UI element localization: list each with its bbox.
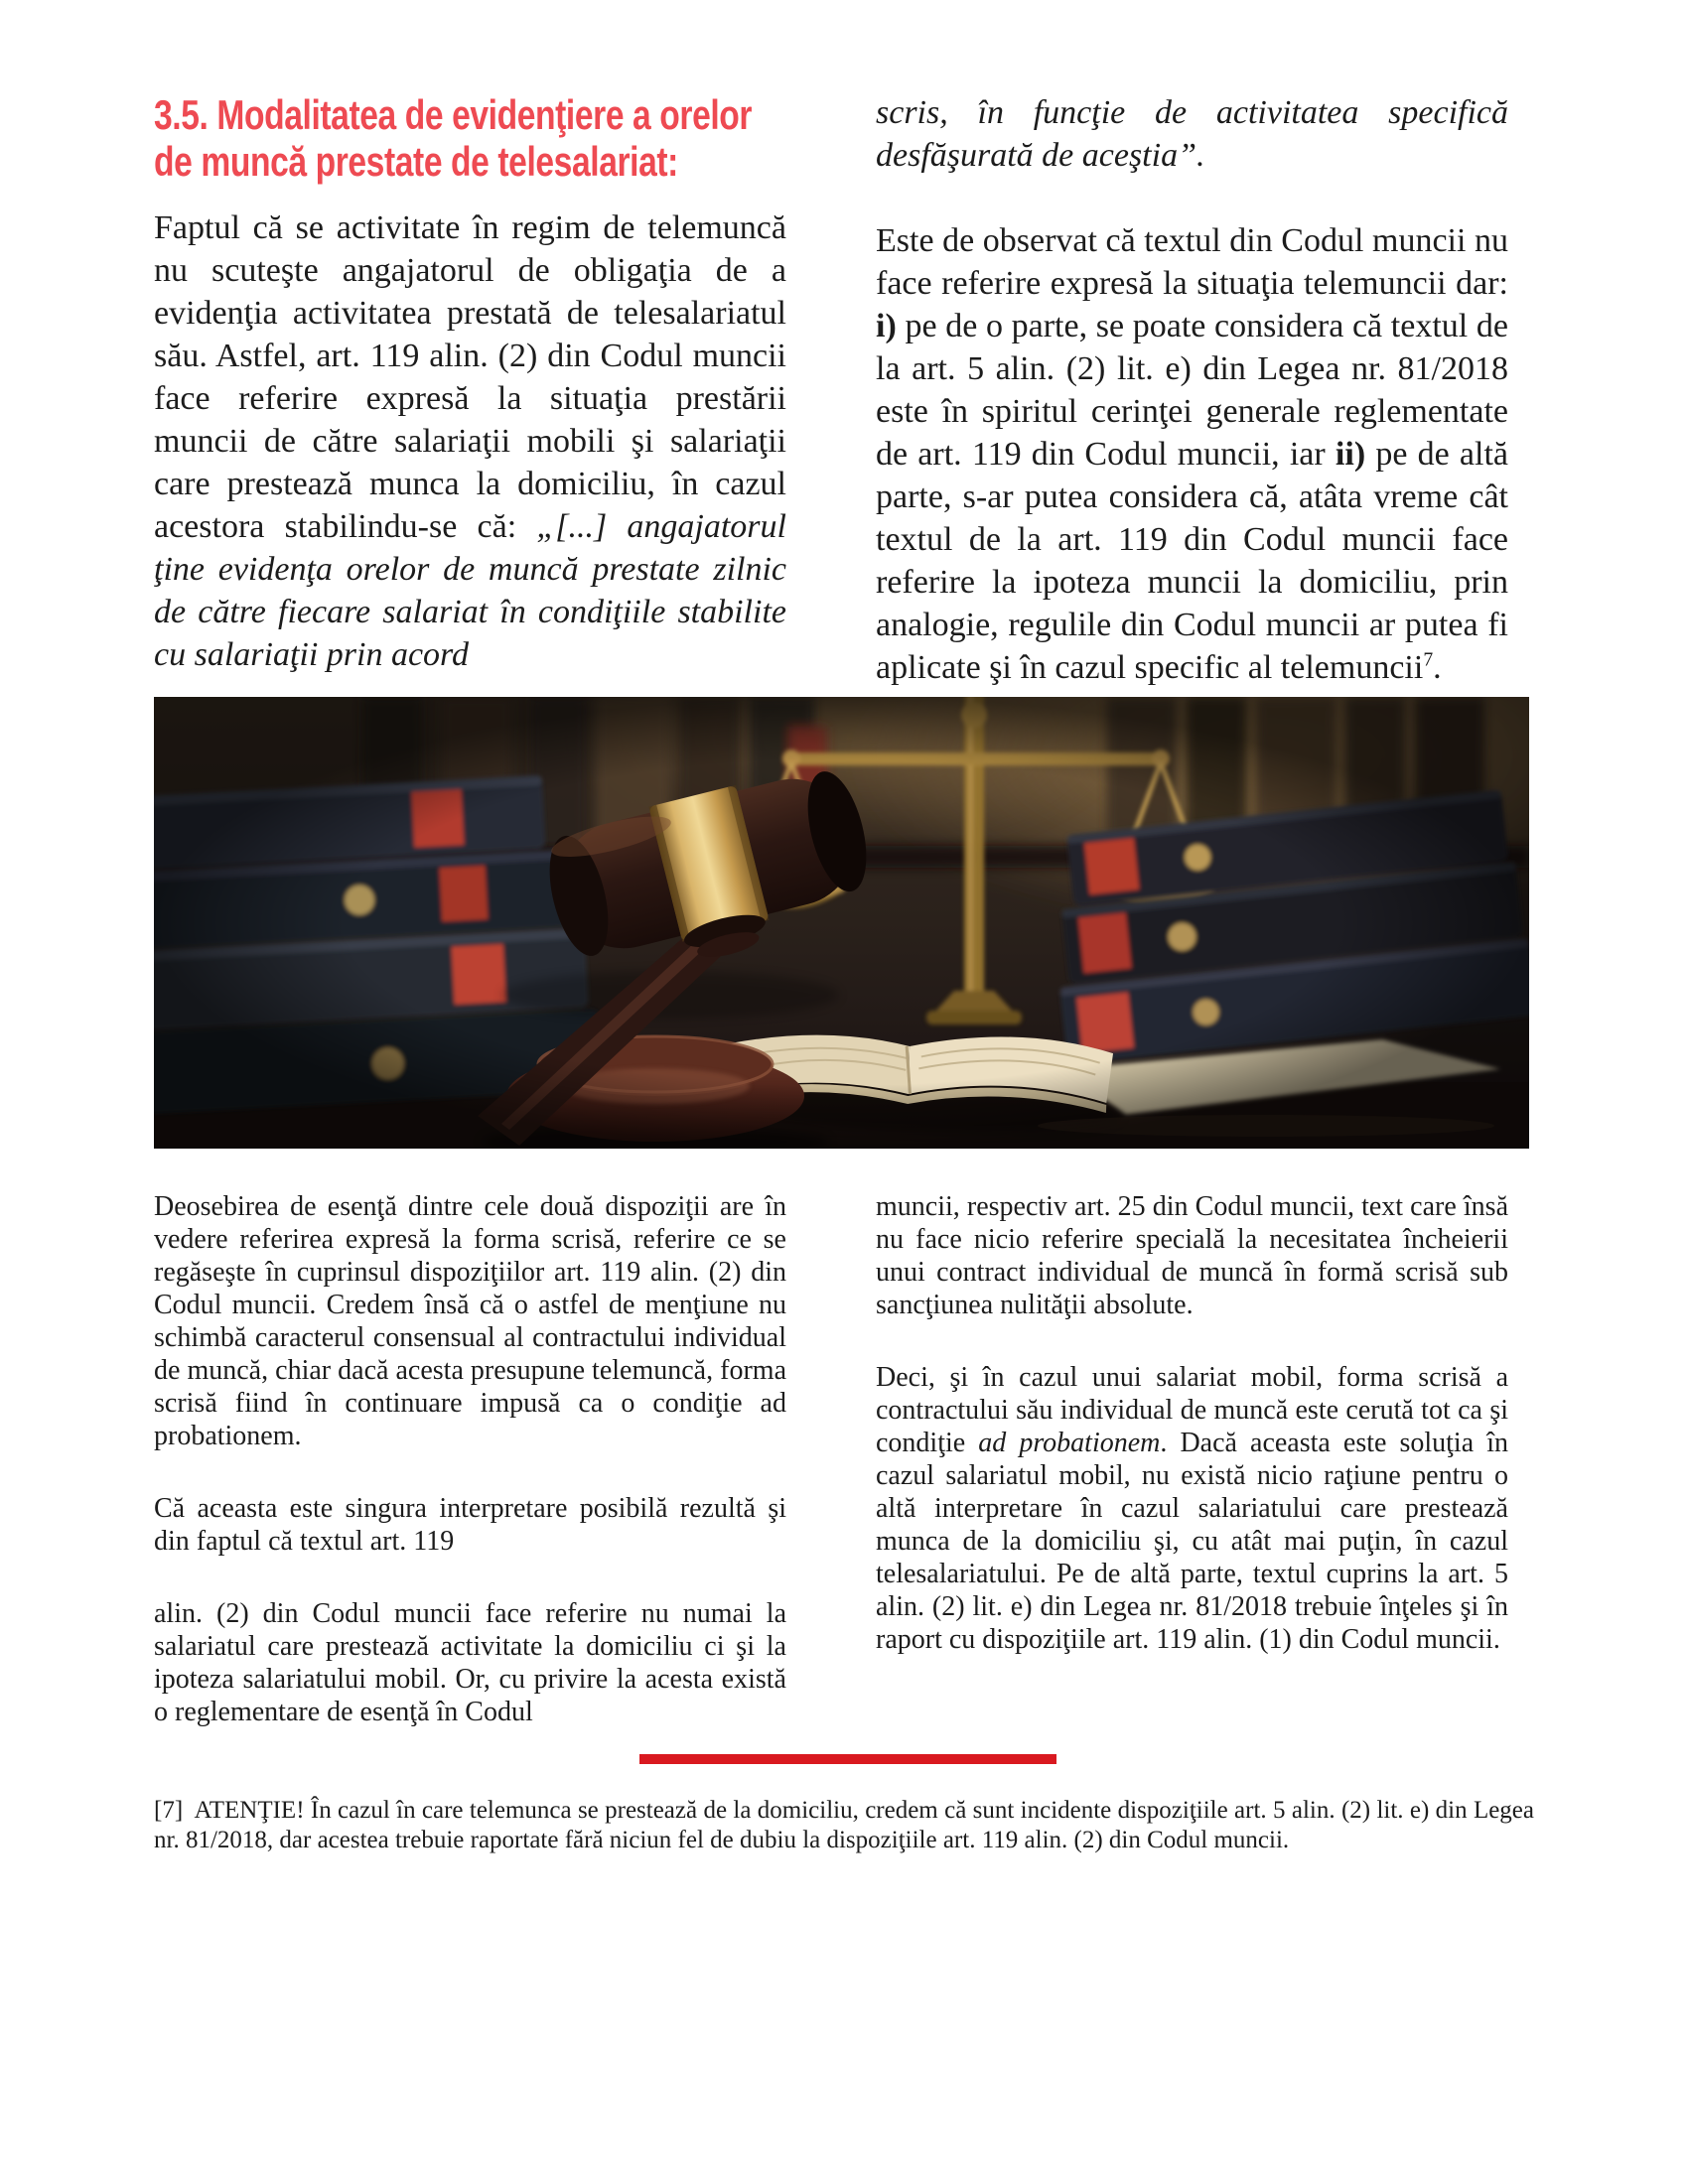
gavel-scales-illustration: [154, 697, 1529, 1149]
upper-right-column: [876, 87, 1508, 689]
upper-left-column: [154, 87, 786, 689]
paragraph-upper-right: Este de observat că textul din Codul muncii nu face referire expresă la situaţia telemuncii dar: i) pe de o parte, se poate considera că textul de la art. 5 alin. (2) lit. e) din Legea nr. 81/2018 este în spiritul cerinţei generale reglementate de art. 119 din Codul muncii, iar ii) pe de altă parte, s-ar putea considera că, atâta vreme cât textul de la art. 119 din Codul muncii face referire la ipoteza muncii la domiciliu, prin analogie, regulile din Codul muncii ar putea fi aplicate şi în cazul specific al telemuncii$^7$.: [876, 222, 1508, 686]
footnote: [154, 1796, 1534, 1855]
lower-right-column: [876, 1190, 1508, 1728]
lower-columns: [154, 1190, 1509, 1728]
upper-columns: [154, 87, 1509, 689]
page-content: [154, 87, 1534, 1855]
paragraph-lower-right-1: muncii, respectiv art. 25 din Codul muncii, text care însă nu face nicio referire specială la necesitatea încheierii unui contract individual de muncă în formă scrisă sub sancţiunea nulităţii absolute.: [876, 1191, 1508, 1320]
paragraph-quote-continuation: scris, în funcţie de activitatea specifică desfăşurată de aceştia”.: [876, 94, 1508, 174]
paragraph-lower-right-2: Deci, şi în cazul unui salariat mobil, forma scrisă a contractului său individual de muncă este cerută tot ca şi condiţie ad probationem. Dacă aceasta este soluţia în cazul salariatul mobil, nu există nicio raţiune pentru o altă interpretare în cazul salariatului care prestează munca de la domiciliu şi, cu atât mai puţin, în cazul telesalariatului. Pe de altă parte, textul cuprins la art. 5 alin. (2) lit. e) din Legea nr. 81/2018 trebuie înţeles şi în raport cu dispoziţiile art. 119 alin. (1) din Codul muncii.: [876, 1362, 1508, 1655]
footnote-text: [7] ATENŢIE! În cazul în care telemunca se prestează de la domiciliu, credem că sunt incidente dispoziţiile art. 5 alin. (2) lit. e) din Legea nr. 81/2018, dar acestea trebuie raportate fără niciun fel de dubiu la dispoziţiile art. 119 alin. (2) din Codul muncii.: [154, 1797, 1534, 1853]
photo-vignette: [154, 697, 1529, 1149]
paragraph-lower-left-3: alin. (2) din Codul muncii face referire nu numai la salariatul care prestează activitate la domiciliu ci şi la ipoteza salariatului mobil. Or, cu privire la acesta există o reglementare de esenţă în Codul: [154, 1598, 786, 1727]
red-divider: [639, 1754, 1056, 1764]
paragraph-lower-left-2: Că aceasta este singura interpretare posibilă rezultă şi din faptul că textul art. 119: [154, 1493, 786, 1557]
paragraph-upper-left: Faptul că se activitate în regim de telemuncă nu scuteşte angajatorul de obligaţia de a evidenţia activitatea prestată de telesalariatul său. Astfel, art. 119 alin. (2) din Codul muncii face referire expresă la situaţia prestării muncii de către salariaţii mobili şi salariaţii care prestează munca la domiciliu, în cazul acestora stabilindu-se că: „[...] angajatorul ţine evidenţa orelor de muncă prestate zilnic de către fiecare salariat în condiţiile stabilite cu salariaţii prin acord: [154, 209, 786, 673]
section-heading: 3.5. Modalitatea de evidenţiere a orelor de muncă prestate de telesalariat:: [154, 91, 753, 185]
paragraph-lower-left-1: Deosebirea de esenţă dintre cele două dispoziţii are în vedere referirea expresă la forma scrisă, referire ce se regăseşte în cuprinsul dispoziţiilor art. 119 alin. (2) din Codul muncii. Credem însă că o astfel de menţiune nu schimbă caracterul consensual al contractului individual de muncă, chiar dacă acesta presupune telemuncă, forma scrisă fiind în continuare impusă ca o condiţie ad probationem.: [154, 1191, 786, 1451]
lower-left-column: [154, 1190, 786, 1728]
article-photo: [154, 697, 1529, 1149]
